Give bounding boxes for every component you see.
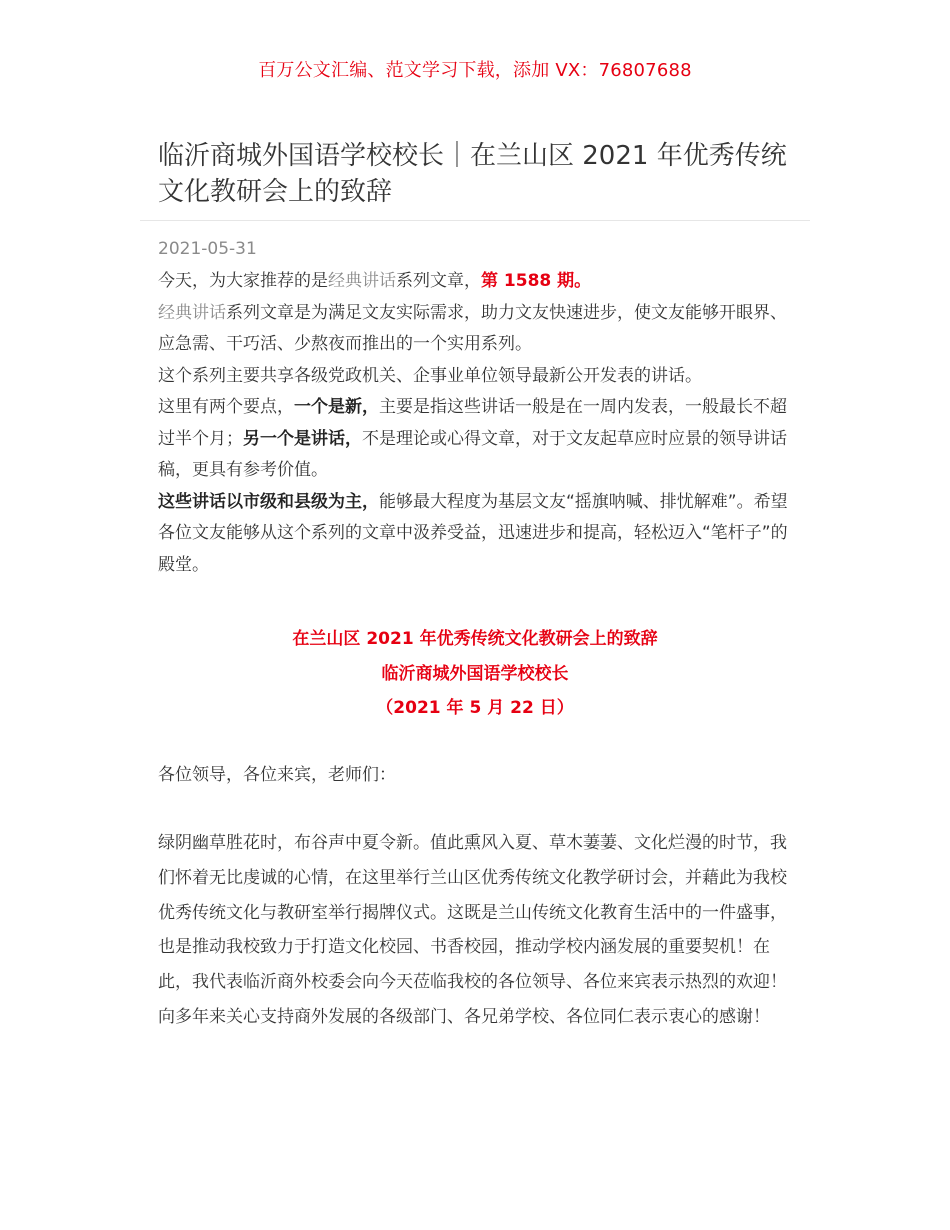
speech-speaker: 临沂商城外国语学校校长 <box>381 663 569 684</box>
speech-date: （2021 年 5 月 22 日） <box>376 698 574 718</box>
promo-banner: 百万公文汇编、范文学习下载，添加 VX：76807688 <box>258 60 692 81</box>
intro-paragraph-3: 这个系列主要共享各级党政机关、企事业单位领导最新公开发表的讲话。 <box>158 365 702 386</box>
intro-paragraph-1 <box>158 266 798 298</box>
intro-paragraph-4 <box>158 392 798 487</box>
title-divider <box>140 220 810 221</box>
bold-highlight: 这些讲话以市级和县级为主， <box>158 491 379 512</box>
bold-highlight: 一个是新， <box>294 397 379 417</box>
article-title-line2: 文化教研会上的致辞 <box>158 177 393 207</box>
bold-highlight: 另一个是讲话， <box>243 428 362 449</box>
intro-text: 能够最大程度为基层文友“摇旗呐喊、排忧解难”。希望各位文友能够从这个系列的文章中汲养受益，迅速进步和提高，轻松迈入“笔杆子”的殿堂。 <box>158 491 788 575</box>
speech-heading <box>0 622 950 726</box>
intro-paragraph-2 <box>158 298 798 361</box>
intro-paragraph-5 <box>158 487 798 582</box>
speech-title: 在兰山区 2021 年优秀传统文化教研会上的致辞 <box>292 629 658 649</box>
article-title <box>158 138 798 210</box>
intro-section <box>158 266 798 581</box>
intro-text: 这里有两个要点， <box>158 397 294 417</box>
intro-text: 系列文章是为满足文友实际需求，助力文友快速进步，使文友能够开眼界、应急需、干巧活、少熬夜而推出的一个实用系列。 <box>158 302 787 354</box>
article-title-line1: 临沂商城外国语学校校长｜在兰山区 2021 年优秀传统 <box>158 141 787 171</box>
intro-text: 今天，为大家推荐的是 <box>158 271 328 291</box>
intro-text: 主要是指这些讲话一般是在一周内发表，一般最长不超过半个月； <box>158 397 787 449</box>
series-name-link[interactable]: 经典讲话 <box>328 271 396 291</box>
intro-text: 系列文章， <box>396 271 481 291</box>
issue-number: 第 1588 期。 <box>481 271 592 291</box>
speech-salutation: 各位领导，各位来宾，老师们： <box>158 765 396 785</box>
intro-text: 不是理论或心得文章，对于文友起草应时应景的领导讲话稿，更具有参考价值。 <box>158 428 787 480</box>
publish-date: 2021-05-31 <box>158 239 257 259</box>
series-name-link[interactable]: 经典讲话 <box>158 302 226 323</box>
speech-paragraph: 绿阴幽草胜花时，布谷声中夏令新。值此熏风入夏、草木萋萋、文化烂漫的时节，我们怀着无比虔诚的心情，在这里举行兰山区优秀传统文化教学研讨会，并藉此为我校优秀传统文化与教研室举行揭牌仪式。这既是兰山传统文化教育生活中的一件盛事，也是推动我校致力于打造文化校园、书香校园，推动学校内涵发展的重要契机！在此，我代表临沂商外校委会向今天莅临我校的各位领导、各位来宾表示热烈的欢迎！向多年来关心支持商外发展的各级部门、各兄弟学校、各位同仁表示衷心的感谢！ <box>158 833 787 1027</box>
